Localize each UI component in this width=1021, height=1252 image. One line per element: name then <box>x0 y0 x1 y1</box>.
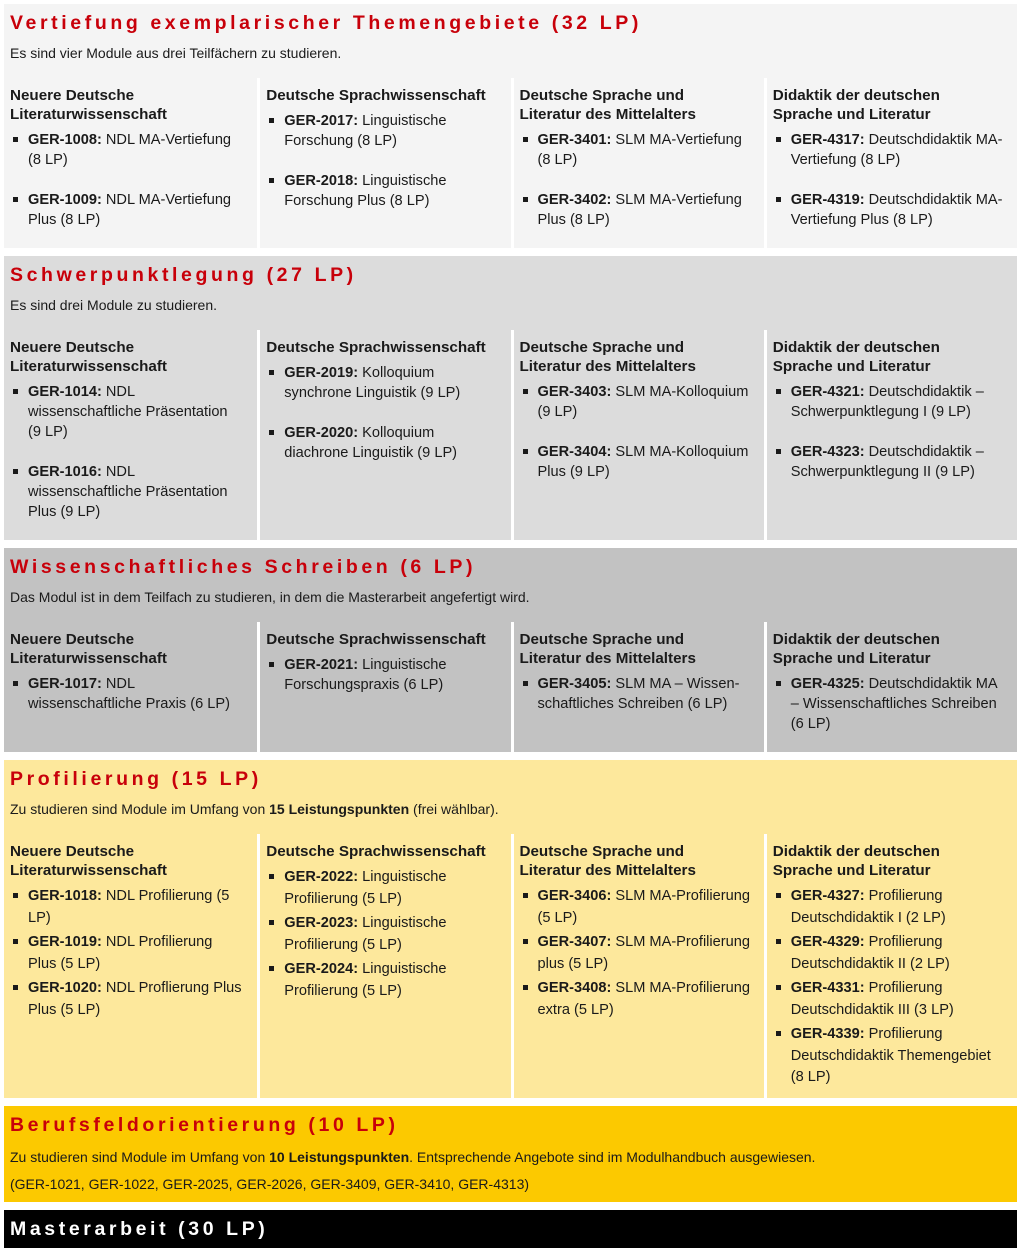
subject-column <box>764 330 1017 540</box>
module-title-line: SLM MA-Profilierung <box>611 888 750 904</box>
module-item <box>520 886 760 929</box>
module-code: GER-1020: <box>28 980 102 996</box>
subject-column <box>764 834 1017 1098</box>
subject-heading <box>773 630 1013 668</box>
module-item <box>10 932 253 975</box>
subject-column <box>764 622 1017 752</box>
module-title-line: Schwerpunktlegung II (9 LP) <box>790 464 975 480</box>
module-item <box>266 959 506 1002</box>
subject-heading-line: Deutsche Sprache und <box>519 843 685 860</box>
module-title-line: Deutschdidaktik MA- <box>864 132 1003 148</box>
subject-column <box>4 834 257 1098</box>
subject-heading-line: Neuere Deutsche <box>10 87 135 104</box>
subject-heading-line: Didaktik der deutschen <box>772 843 940 860</box>
module-item <box>773 442 1013 482</box>
section-intro <box>10 800 499 818</box>
module-item <box>10 978 253 1021</box>
module-code: GER-1016: <box>28 464 102 480</box>
subject-heading <box>266 86 506 105</box>
subject-heading-line: Literatur des Mittelalters <box>519 358 696 375</box>
subject-column <box>764 78 1017 248</box>
module-title-line: SLM MA-Kolloquium <box>611 444 749 460</box>
section-vertiefung <box>4 4 1017 248</box>
module-title-line: LP) <box>28 909 51 926</box>
module-title-line: Deutschdidaktik II (2 LP) <box>790 955 950 972</box>
module-title-line: SLM MA-Profilierung <box>611 980 750 996</box>
subject-heading-line: Didaktik der deutschen <box>772 631 940 648</box>
module-item <box>773 978 1013 1021</box>
module-code: GER-4339: <box>790 1026 865 1042</box>
module-list <box>266 867 506 1002</box>
subject-heading-line: Sprache und Literatur <box>772 106 931 123</box>
section-title: Wissenschaftliches Schreiben (6 LP) <box>10 556 477 578</box>
module-code: GER-1018: <box>28 888 102 904</box>
module-code: GER-3408: <box>537 980 612 996</box>
module-item <box>266 171 506 211</box>
section-title: Schwerpunktlegung (27 LP) <box>10 264 357 286</box>
module-title-line: Plus (9 LP) <box>537 464 610 480</box>
section-title: Vertiefung exemplarischer Themengebiete (32 LP) <box>10 12 642 34</box>
intro-text-end: . Entsprechende Angebote sind im Modulhandbuch ausgewiesen. <box>409 1149 816 1165</box>
module-item <box>10 674 253 714</box>
subject-column <box>257 330 510 540</box>
module-code-list: (GER-1021, GER-1022, GER-2025, GER-2026, GER-3409, GER-3410, GER-4313) <box>10 1176 530 1192</box>
subject-heading-line: Neuere Deutsche <box>10 843 135 860</box>
subject-column <box>257 622 510 752</box>
module-code: GER-4331: <box>790 980 865 996</box>
subject-heading-line: Neuere Deutsche <box>10 339 135 356</box>
subject-heading-line: Deutsche Sprachwissenschaft <box>266 339 486 356</box>
module-list <box>520 382 760 482</box>
subject-heading-line: Deutsche Sprachwissenschaft <box>266 843 486 860</box>
module-code: GER-1017: <box>28 676 102 692</box>
section-intro: Es sind vier Module aus drei Teilfächern zu studieren. <box>10 45 342 61</box>
subject-heading <box>10 86 253 124</box>
module-list <box>520 674 760 714</box>
module-title-line: plus (5 LP) <box>537 955 609 972</box>
module-title-line: Kolloquium <box>358 365 435 381</box>
module-code: GER-3402: <box>537 192 612 208</box>
subject-columns <box>4 78 1017 248</box>
module-title-line: NDL Proflierung Plus <box>101 980 242 996</box>
section-title: Berufsfeldorientierung (10 LP) <box>10 1114 399 1136</box>
module-code: GER-1019: <box>28 934 102 950</box>
module-title-line: schaftliches Schreiben (6 LP) <box>537 696 728 712</box>
subject-heading <box>266 338 506 357</box>
module-item <box>773 886 1013 929</box>
section-berufsfeldorientierung <box>4 1106 1017 1202</box>
module-title-line: Profilierung (5 LP) <box>284 890 402 907</box>
subject-heading-line: Literatur des Mittelalters <box>519 650 696 667</box>
subject-heading-line: Deutsche Sprachwissenschaft <box>266 631 486 648</box>
module-title-line: wissenschaftliche Präsentation <box>28 484 228 500</box>
module-title-line: Deutschdidaktik MA- <box>864 192 1003 208</box>
module-item <box>10 886 253 929</box>
module-item <box>773 674 1013 734</box>
module-item <box>520 130 760 170</box>
module-title-line: NDL Profilierung <box>101 934 213 950</box>
subject-heading <box>520 86 760 124</box>
module-title-line: (8 LP) <box>28 152 68 168</box>
module-title-line: Profilierung (5 LP) <box>284 982 402 999</box>
module-list <box>773 130 1013 230</box>
module-title-line: SLM MA – Wissen- <box>611 676 740 692</box>
module-title-line: Linguistische <box>358 961 447 977</box>
intro-text: Zu studieren sind Module im Umfang von <box>10 801 270 817</box>
module-title-line: NDL MA-Vertiefung <box>101 192 232 208</box>
module-code: GER-2019: <box>284 365 359 381</box>
module-item <box>266 913 506 956</box>
module-title-line: Plus (8 LP) <box>537 212 610 228</box>
module-code: GER-2023: <box>284 915 359 931</box>
module-code: GER-4323: <box>790 444 865 460</box>
module-item <box>266 655 506 695</box>
module-code: GER-3401: <box>537 132 612 148</box>
subject-heading <box>266 630 506 649</box>
intro-credit-points: 15 Leistungspunkten <box>269 801 410 817</box>
module-code: GER-3406: <box>537 888 612 904</box>
module-title-line: diachrone Linguistik (9 LP) <box>284 445 458 461</box>
subject-heading-line: Didaktik der deutschen <box>772 87 940 104</box>
subject-column <box>511 78 764 248</box>
intro-text-end: (frei wählbar). <box>409 801 499 817</box>
module-code: GER-1008: <box>28 132 102 148</box>
module-title-line: Forschung Plus (8 LP) <box>284 193 430 209</box>
module-title-line: (9 LP) <box>28 424 68 440</box>
module-title-line: Linguistische <box>358 869 447 885</box>
subject-heading <box>773 338 1013 376</box>
subject-heading-line: Literaturwissenschaft <box>10 106 167 123</box>
module-title-line: Vertiefung Plus (8 LP) <box>790 212 933 228</box>
module-list <box>10 886 253 1021</box>
subject-heading-line: Literatur des Mittelalters <box>519 106 696 123</box>
module-item <box>773 932 1013 975</box>
module-title-line: NDL <box>101 384 136 400</box>
module-list <box>10 674 253 714</box>
section-intro: Das Modul ist in dem Teilfach zu studieren, in dem die Masterarbeit angefertigt wird. <box>10 589 530 605</box>
module-title-line: Deutschdidaktik III (3 LP) <box>790 1001 954 1018</box>
subject-heading-line: Deutsche Sprache und <box>519 631 685 648</box>
subject-column <box>511 330 764 540</box>
module-code: GER-4317: <box>790 132 865 148</box>
subject-column <box>4 622 257 752</box>
module-title-line: Plus (8 LP) <box>28 212 101 228</box>
section-profilierung <box>4 760 1017 1098</box>
module-item <box>773 1024 1013 1089</box>
module-code: GER-3407: <box>537 934 612 950</box>
module-item <box>10 130 253 170</box>
module-list <box>10 130 253 230</box>
module-item <box>266 363 506 403</box>
module-title-line: NDL Profilierung (5 <box>101 888 230 904</box>
module-title-line: Linguistische <box>358 915 447 931</box>
subject-heading <box>10 338 253 376</box>
module-item <box>520 382 760 422</box>
subject-column <box>257 834 510 1098</box>
module-list <box>266 363 506 463</box>
subject-heading-line: Didaktik der deutschen <box>772 339 940 356</box>
module-title-line: NDL MA-Vertiefung <box>101 132 232 148</box>
module-list <box>10 382 253 522</box>
module-item <box>520 932 760 975</box>
module-list <box>773 674 1013 734</box>
module-title-line: (9 LP) <box>537 404 578 420</box>
section-title: Masterarbeit (30 LP) <box>10 1218 269 1240</box>
module-code: GER-4329: <box>790 934 865 950</box>
module-title-line: Deutschdidaktik – <box>864 444 984 460</box>
module-title-line: Plus (9 LP) <box>28 504 101 520</box>
module-title-line: – Wissenschaftliches Schreiben <box>790 696 997 712</box>
section-masterarbeit <box>4 1210 1017 1248</box>
module-title-line: Plus (5 LP) <box>28 955 101 972</box>
subject-column <box>511 622 764 752</box>
subject-columns <box>4 330 1017 540</box>
subject-heading-line: Literatur des Mittelalters <box>519 862 696 879</box>
module-code: GER-1009: <box>28 192 102 208</box>
module-title-line: (8 LP) <box>537 152 578 168</box>
module-code: GER-4319: <box>790 192 865 208</box>
module-title-line: Linguistische <box>358 657 447 673</box>
module-title-line: NDL <box>101 464 136 480</box>
module-title-line: NDL <box>101 676 136 692</box>
module-title-line: Linguistische <box>358 173 447 189</box>
module-code: GER-2021: <box>284 657 359 673</box>
module-title-line: synchrone Linguistik (9 LP) <box>284 385 461 401</box>
module-title-line: Forschungspraxis (6 LP) <box>284 677 444 693</box>
subject-heading-line: Neuere Deutsche <box>10 631 135 648</box>
module-item <box>266 867 506 910</box>
module-title-line: Plus (5 LP) <box>28 1001 101 1018</box>
module-list <box>266 111 506 211</box>
module-title-line: Profilierung <box>864 888 943 904</box>
module-title-line: Profilierung <box>864 934 943 950</box>
subject-heading <box>520 338 760 376</box>
subject-heading-line: Deutsche Sprachwissenschaft <box>266 87 486 104</box>
module-item <box>773 130 1013 170</box>
module-code: GER-2022: <box>284 869 359 885</box>
module-title-line: Profilierung <box>864 1026 943 1042</box>
subject-heading <box>773 842 1013 880</box>
module-list <box>773 382 1013 482</box>
module-code: GER-3405: <box>537 676 612 692</box>
module-code: GER-2024: <box>284 961 359 977</box>
subject-heading <box>266 842 506 861</box>
module-code: GER-3404: <box>537 444 612 460</box>
module-list <box>773 886 1013 1089</box>
subject-column <box>257 78 510 248</box>
module-title-line: (8 LP) <box>790 1069 831 1085</box>
module-list <box>520 886 760 1021</box>
module-title-line: Kolloquium <box>358 425 435 441</box>
subject-heading-line: Sprache und Literatur <box>772 358 931 375</box>
module-title-line: wissenschaftliche Praxis (6 LP) <box>28 696 230 712</box>
module-item <box>520 978 760 1021</box>
module-title-line: Forschung (8 LP) <box>284 133 397 149</box>
module-title-line: Deutschdidaktik MA <box>864 676 998 692</box>
module-item <box>520 190 760 230</box>
module-item <box>266 111 506 151</box>
subject-heading-line: Sprache und Literatur <box>772 650 931 667</box>
module-item <box>266 423 506 463</box>
module-item <box>10 190 253 230</box>
subject-columns <box>4 622 1017 752</box>
section-wissenschaftliches-schreiben <box>4 548 1017 752</box>
module-title-line: Deutschdidaktik I (2 LP) <box>790 909 946 926</box>
module-code: GER-1014: <box>28 384 102 400</box>
subject-heading-line: Deutsche Sprache und <box>519 339 685 356</box>
section-intro <box>10 1144 1010 1198</box>
module-item <box>10 382 253 442</box>
module-code: GER-2017: <box>284 113 359 129</box>
module-code: GER-3403: <box>537 384 612 400</box>
subject-heading <box>773 86 1013 124</box>
subject-column <box>511 834 764 1098</box>
module-title-line: (5 LP) <box>537 909 578 926</box>
module-item <box>520 674 760 714</box>
intro-credit-points: 10 Leistungspunkten <box>269 1149 410 1165</box>
module-title-line: Deutschdidaktik Themengebiet <box>790 1047 991 1064</box>
subject-heading-line: Literaturwissenschaft <box>10 358 167 375</box>
module-title-line: wissenschaftliche Präsentation <box>28 404 228 420</box>
module-title-line: SLM MA-Vertiefung <box>611 132 742 148</box>
subject-heading <box>520 630 760 668</box>
subject-column <box>4 78 257 248</box>
module-title-line: SLM MA-Profilierung <box>611 934 750 950</box>
subject-column <box>4 330 257 540</box>
module-title-line: Vertiefung (8 LP) <box>790 152 901 168</box>
module-item <box>520 442 760 482</box>
module-code: GER-4327: <box>790 888 865 904</box>
module-list <box>266 655 506 695</box>
module-item <box>10 462 253 522</box>
module-title-line: Linguistische <box>358 113 447 129</box>
subject-columns <box>4 834 1017 1098</box>
module-title-line: Profilierung <box>864 980 943 996</box>
intro-text: Zu studieren sind Module im Umfang von <box>10 1149 270 1165</box>
module-title-line: Profilierung (5 LP) <box>284 936 402 953</box>
subject-heading-line: Sprache und Literatur <box>772 862 931 879</box>
module-code: GER-2020: <box>284 425 359 441</box>
module-title-line: SLM MA-Vertiefung <box>611 192 742 208</box>
subject-heading-line: Literaturwissenschaft <box>10 650 167 667</box>
module-title-line: SLM MA-Kolloquium <box>611 384 749 400</box>
module-title-line: Deutschdidaktik – <box>864 384 984 400</box>
module-item <box>773 190 1013 230</box>
module-item <box>773 382 1013 422</box>
subject-heading <box>520 842 760 880</box>
section-title: Profilierung (15 LP) <box>10 768 262 790</box>
module-code: GER-4321: <box>790 384 865 400</box>
subject-heading <box>10 842 253 880</box>
section-intro: Es sind drei Module zu studieren. <box>10 297 217 313</box>
module-code: GER-4325: <box>790 676 865 692</box>
module-code: GER-2018: <box>284 173 359 189</box>
module-title-line: extra (5 LP) <box>537 1001 614 1018</box>
section-schwerpunktlegung <box>4 256 1017 540</box>
subject-heading <box>10 630 253 668</box>
module-title-line: (6 LP) <box>790 716 831 732</box>
subject-heading-line: Literaturwissenschaft <box>10 862 167 879</box>
subject-heading-line: Deutsche Sprache und <box>519 87 685 104</box>
module-list <box>520 130 760 230</box>
module-title-line: Schwerpunktlegung I (9 LP) <box>790 404 971 420</box>
